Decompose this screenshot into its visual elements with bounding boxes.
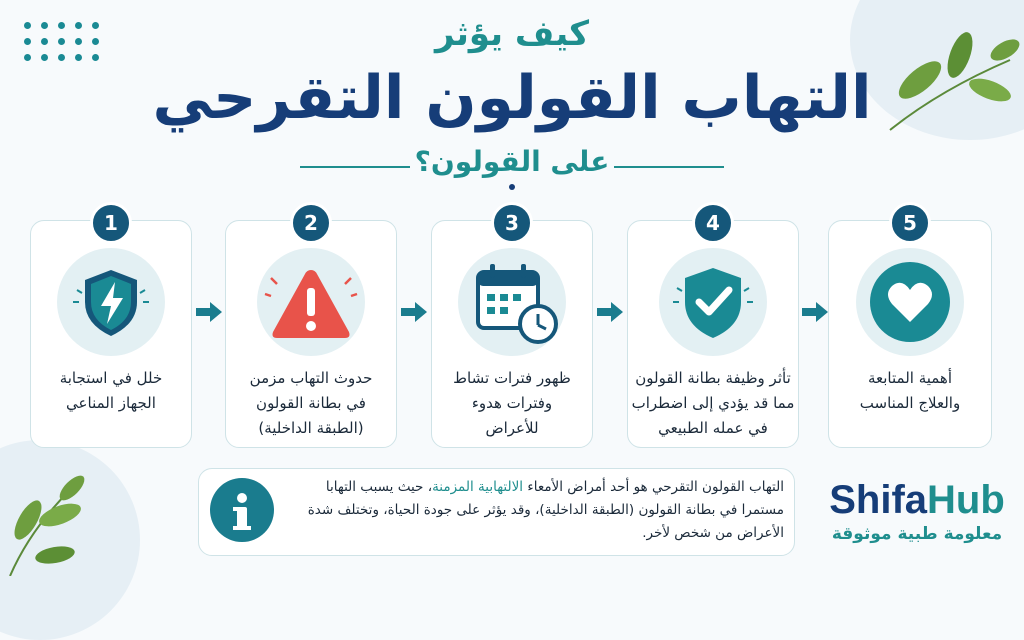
step-3-line2: وفترات هدوء [471, 394, 553, 412]
arrow-right-icon [802, 300, 828, 324]
step-4-line3: في عمله الطبيعي [658, 419, 768, 437]
brand-tagline: معلومة طبية موثوقة [831, 524, 1003, 544]
step-number-4: 4 [692, 202, 734, 244]
brand-name-part1: Shifa [829, 478, 928, 522]
title-line3: على القولون؟ [414, 145, 610, 178]
step-text-4 [627, 366, 799, 441]
info-icon [210, 478, 274, 542]
icon-circle-3 [458, 248, 566, 356]
arrow-right-icon [196, 300, 222, 324]
step-4-line1: تأثر وظيفة بطانة القولون [635, 369, 791, 387]
step-number-1: 1 [90, 202, 132, 244]
step-number-2: 2 [290, 202, 332, 244]
leaves-bottom-left-icon [0, 470, 90, 576]
step-2-line1: حدوث التهاب مزمن [249, 369, 373, 387]
calendar-clock-icon [458, 248, 566, 356]
step-3-line3: للأعراض [485, 419, 539, 437]
page-title: التهاب القولون التقرحي [152, 63, 872, 133]
brand-logo [822, 478, 1012, 523]
info-text [288, 476, 784, 545]
brand-name-part2: Hub [927, 478, 1005, 522]
arrow-right-icon [401, 300, 427, 324]
icon-circle-5 [856, 248, 964, 356]
icon-circle-2 [257, 248, 365, 356]
step-text-3 [431, 366, 593, 441]
lightning-shield-icon [57, 248, 165, 356]
icon-circle-1 [57, 248, 165, 356]
step-text-1 [30, 366, 192, 416]
heart-icon [856, 248, 964, 356]
check-shield-icon [659, 248, 767, 356]
step-4-line2: مما قد يؤدي إلى اضطراب [631, 394, 795, 412]
step-1-line2: الجهاز المناعي [66, 394, 156, 412]
icon-circle-4 [659, 248, 767, 356]
step-1-line1: خلل في استجابة [59, 369, 163, 387]
step-number-5: 5 [889, 202, 931, 244]
arrow-right-icon [597, 300, 623, 324]
title-dot [509, 184, 515, 190]
step-text-5 [828, 366, 992, 416]
step-2-line2: في بطانة القولون [256, 394, 366, 412]
step-text-2 [225, 366, 397, 441]
title-line1: كيف يؤثر [435, 14, 589, 54]
step-5-line1: أهمية المتابعة [867, 369, 953, 387]
step-number-3: 3 [491, 202, 533, 244]
info-text-part1: التهاب القولون التقرحي هو أحد أمراض الأمعاء [523, 479, 784, 495]
info-text-highlight: الالتهابية المزمنة [432, 479, 524, 495]
warning-triangle-icon [257, 248, 365, 356]
info-text-part2: ، حيث يسبب التهابا مستمرا في بطانة القولون (الطبقة الداخلية)، وقد يؤثر على جودة الحياة، وتختلف شدة الأعراض من شخص لأخر. [307, 479, 784, 541]
step-2-line3: (الطبقة الداخلية) [258, 419, 364, 437]
step-5-line2: والعلاج المناسب [859, 394, 961, 412]
step-3-line1: ظهور فترات تشاط [453, 369, 571, 387]
